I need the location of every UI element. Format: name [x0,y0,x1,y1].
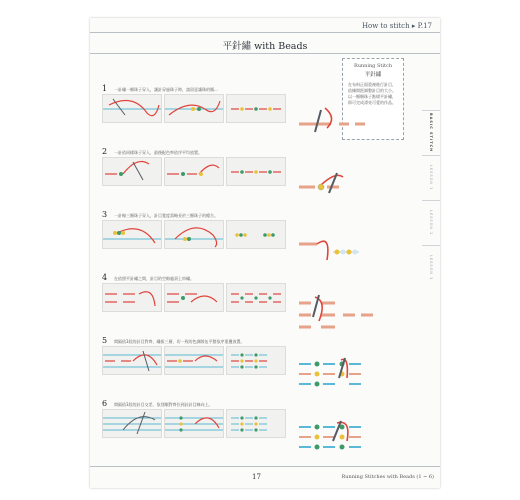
step-text: 間隔依3段的針目對齊，繡拔三層，切一致的色調隊伍平整依序重疊放置。 [114,339,245,344]
step-number: 2 [102,147,108,156]
tab-lesson-2: LESSON 2 [422,200,440,245]
step-diagram [297,356,377,400]
tab-lesson-1: LESSON 1 [422,155,440,200]
step-photo [164,346,224,375]
step-photo [226,94,286,123]
step-photo [164,157,224,186]
step-photo [164,283,224,312]
footer-rule [90,466,440,467]
step-number: 1 [102,84,108,93]
book-page [90,18,440,488]
step-photo [102,346,162,375]
infobox-title-en: Running Stitch [353,63,393,69]
step-4 [102,273,402,337]
step-6 [102,399,402,463]
step-text: 一針線三顆珠子穿入，針目寬度需略長於三顆珠子的總合。 [114,213,218,218]
step-number: 3 [102,210,108,219]
step-photo [226,220,286,249]
step-photo [226,157,286,186]
step-photo [226,346,286,375]
tab-basic-stitch: BASIC STITCH [422,110,440,155]
step-1 [102,84,402,148]
step-photo [164,220,224,249]
page-title: 平針繡 with Beads [222,41,308,52]
step-photo [102,409,162,438]
step-photo [226,409,286,438]
step-number: 4 [102,273,108,282]
step-photo [102,283,162,312]
infobox-body: 在布料正面重複進行針目，依據間距調整針目的大小。以一顆顆珠子點綴平針繡，即可完成漂亮可愛的作品。 [348,82,396,105]
step-photo [164,409,224,438]
step-text: 一針依同樣珠子穿入，最後配色率依序平均放置。 [114,150,202,155]
step-photo [102,94,162,123]
header-rule-bottom [90,53,440,54]
step-5 [102,336,402,400]
step-photo [102,220,162,249]
how-to-stitch-ref: How to stitch ▸ P.17 [361,22,432,30]
step-photo [164,94,224,123]
step-diagram [297,167,377,211]
section-tabs [422,110,440,290]
step-photo [102,157,162,186]
step-text: 間隔依3段的針目交差，依別順對齊位到針針目線向上。 [114,402,213,407]
step-3 [102,210,402,274]
page-number: 17 [252,473,261,481]
step-diagram [297,230,377,274]
step-text: 在依照平針繡之間，針目的空隙處須上串繡。 [114,276,194,281]
step-photo [226,283,286,312]
step-text: 一針繡一顆珠子穿入，讓針穿過珠子時，請留意讓珠的順... [114,87,218,92]
step-number: 6 [102,399,108,408]
infobox-title-zh: 平針繡 [364,72,382,78]
running-footer-title: Running Stitches with Beads (1 ~ 6) [341,474,434,480]
step-2 [102,147,402,211]
step-diagram [297,104,377,148]
tab-lesson-3: LESSON 3 [422,245,440,290]
header-rule-top [90,32,440,33]
step-diagram [297,419,377,463]
step-number: 5 [102,336,108,345]
step-diagram [297,293,377,337]
